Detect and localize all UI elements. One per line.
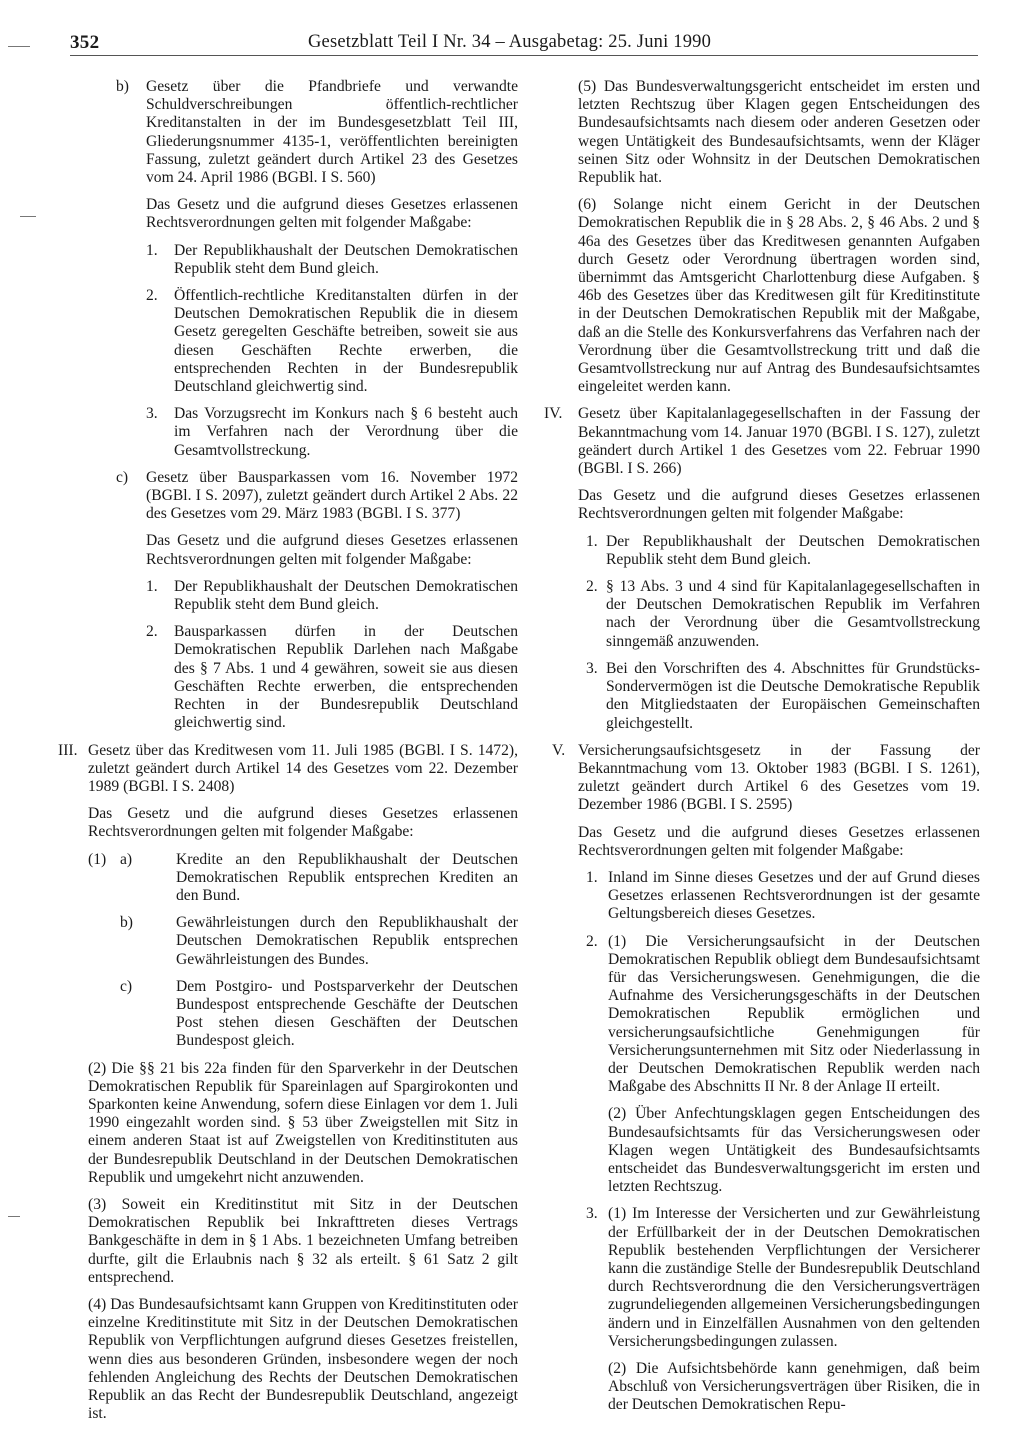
paragraph: Öffentlich-rechtliche Kreditanstalten dürfen in der Deutschen Demokratischen Republik die in diesem Gesetz geregelten Geschäfte betreiben, soweit sie aus diesen Geschäften Rechte erwerben, die entsprechenden Rechten in der Bundesrepublik Deutschland gleichwertig sind. bbox=[174, 287, 518, 396]
paragraph: Der Republikhaushalt der Deutschen Demokratischen Republik steht dem Bund gleich. bbox=[174, 241, 518, 277]
item-label: 1. bbox=[586, 868, 598, 886]
numbered-item bbox=[558, 533, 980, 569]
item-label: IV. bbox=[544, 405, 563, 423]
paragraph-block bbox=[88, 1296, 518, 1423]
item-label: 1. bbox=[146, 577, 158, 595]
paragraph-block bbox=[558, 1360, 980, 1415]
paragraph: Versicherungsaufsichtsgesetz in der Fassung der Bekanntmachung vom 13. Oktober 1983 (BGBl. I S. 1261), zuletzt geändert durch Artikel 6 des Gesetzes vom 19. Dezember 1986 (BGBl. I S. 2595) bbox=[578, 741, 980, 814]
paragraph-block bbox=[558, 196, 980, 396]
numbered-item bbox=[88, 578, 518, 614]
paragraph: Das Gesetz und die aufgrund dieses Gesetzes erlassenen Rechtsverordnungen gelten mit folgender Maßgabe: bbox=[578, 823, 980, 859]
section-b bbox=[88, 78, 518, 187]
item-label: 2. bbox=[586, 578, 598, 596]
numbered-item bbox=[88, 623, 518, 732]
item-label: 3. bbox=[586, 659, 598, 677]
paragraph: Das Gesetz und die aufgrund dieses Gesetzes erlassenen Rechtsverordnungen gelten mit folgender Maßgabe: bbox=[146, 196, 518, 232]
paragraph-block bbox=[558, 78, 980, 187]
item-label: V. bbox=[552, 741, 566, 759]
sub-item bbox=[88, 851, 518, 906]
item-label: 1. bbox=[146, 241, 158, 259]
item-sublabel: a) bbox=[120, 850, 133, 868]
item-sublabel: c) bbox=[120, 977, 133, 995]
item-label: (1) bbox=[88, 850, 107, 868]
paragraph: Das Vorzugsrecht im Konkurs nach § 6 besteht auch im Verfahren nach der Verordnung über die Gesamtvollstreckung. bbox=[174, 405, 518, 459]
paragraph: § 13 Abs. 3 und 4 sind für Kapitalanlagegesellschaften in der Deutschen Demokratischen Republik im Verfahren nach der Verordnung über die Gesamtvollstreckung sinngemäß anzuwenden. bbox=[606, 578, 980, 650]
paragraph: Gesetz über Kapitalanlagegesellschaften in der Fassung der Bekanntmachung vom 14. Januar 1970 (BGBl. I S. 127), zuletzt geändert durch Artikel 1 des Gesetzes vom 22. Februar 1990 (BGBl. I S. 266) bbox=[578, 405, 980, 478]
item-label: 2. bbox=[146, 287, 158, 305]
item-sublabel: b) bbox=[120, 914, 133, 932]
item-label: III. bbox=[58, 741, 78, 759]
paragraph: Das Gesetz und die aufgrund dieses Gesetzes erlassenen Rechtsverordnungen gelten mit folgender Maßgabe: bbox=[578, 487, 980, 523]
paragraph-block bbox=[88, 1060, 518, 1187]
section-V bbox=[552, 741, 980, 815]
paragraph: Der Republikhaushalt der Deutschen Demokratischen Republik steht dem Bund gleich. bbox=[174, 577, 518, 614]
left-column bbox=[58, 78, 518, 1432]
numbered-item bbox=[88, 242, 518, 278]
header-rule bbox=[70, 55, 978, 56]
paragraph: Inland im Sinne dieses Gesetzes und der auf Grund dieses Gesetzes erlassenen Rechtsverordnungen ist der gesamte Geltungsbereich dieses Gesetzes. bbox=[608, 868, 980, 923]
page-number: 352 bbox=[70, 32, 100, 53]
section-III bbox=[58, 742, 518, 797]
margin-mark bbox=[8, 1216, 20, 1217]
paragraph: (2) Über Anfechtungsklagen gegen Entscheidungen des Bundesaufsichtsamts für das Versicherungswesen oder Klagen wegen Untätigkeit des Bundesaufsichtsamts entscheidet das Bundesverwaltungsgericht im ersten und letzten Rechtszug. bbox=[608, 1105, 980, 1196]
sub-item bbox=[88, 978, 518, 1051]
paragraph-block bbox=[558, 1105, 980, 1196]
numbered-item bbox=[558, 869, 980, 924]
numbered-item bbox=[558, 578, 980, 651]
paragraph: Kredite an den Republikhaushalt der Deutschen Demokratischen Republik entsprechen Krediten an den Bund. bbox=[176, 850, 518, 904]
paragraph: (1) Die Versicherungsaufsicht in der Deutschen Demokratischen Republik obliegt dem Bundesaufsichtsamt für das Versicherungswesen. Genehmigungen, die die Aufnahme des Versicherungsgeschäfts in der Deutschen Demokratischen Republik ermöglichen und versicherungsaufsichtliche Genehmigungen für Versicherungsunternehmen mit Sitz oder Niederlassung in der Deutschen Demokratischen Republik werden nach Maßgabe des Abschnitts II Nr. 8 der Anlage II erteilt. bbox=[608, 932, 980, 1096]
paragraph: (2) Die §§ 21 bis 22a finden für den Sparverkehr in der Deutschen Demokratischen Republik für Spareinlagen auf Spargirokonten und Sparkonten keine Anwendung, sofern diese Einlagen vor dem 1. Juli 1990 eingezahlt worden sind. § 53 über Zweigstellen mit Sitz in einem anderen Staat ist auf Zweigstellen von Kreditinstituten aus der Bundesrepublik Deutschland in der Deutschen Demokratischen Republik und umgekehrt nicht anzuwenden. bbox=[88, 1059, 518, 1186]
paragraph: (1) Im Interesse der Versicherten und zur Gewährleistung der Erfüllbarkeit der in der Deutschen Demokratischen Republik bestehenden Verpflichtungen der Versicherer kann die zuständige Stelle der Bundesrepublik Deutschland durch Rechtsverordnung die den Versicherungsverträgen zugrundeliegenden allgemeinen Versicherungsbedingungen ändern und in Einzelfällen Ausnahmen von den geltenden Versicherungsbedingungen zulassen. bbox=[608, 1205, 980, 1350]
numbered-item bbox=[88, 405, 518, 460]
paragraph: Gesetz über das Kreditwesen vom 11. Juli 1985 (BGBl. I S. 1472), zuletzt geändert durch Artikel 14 des Gesetzes vom 22. Dezember 1989 (BGBl. I S. 2408) bbox=[88, 741, 518, 795]
paragraph: Bei den Vorschriften des 4. Abschnittes für Grundstücks-Sondervermögen ist die Deutsche Demokratische Republik den Mitgliedstaaten der Europäischen Gemeinschaften gleichgestellt. bbox=[606, 659, 980, 732]
item-label: 3. bbox=[146, 405, 158, 423]
item-label: 2. bbox=[146, 623, 158, 641]
paragraph: (4) Das Bundesaufsichtsamt kann Gruppen von Kreditinstituten oder einzelne Kreditinstitute mit Sitz in der Deutschen Demokratischen Republik von Verpflichtungen aufgrund dieses Gesetzes freistellen, wenn dies aus besonderen Gründen, insbesondere wegen der noch fehlenden Angleichung des Rechts der Deutschen Demokratischen Republik an das Recht der Bundesrepublik Deutschland, angezeigt ist. bbox=[88, 1295, 518, 1423]
paragraph: (5) Das Bundesverwaltungsgericht entscheidet im ersten und letzten Rechtszug über Klagen gegen Entscheidungen des Bundesaufsichtsamts nach diesem oder anderen Gesetzen oder wegen Untätigkeit des Bundesaufsichtsamts, wenn der Kläger seinen Sitz oder Wohnsitz in der Deutschen Demokratischen Republik hat. bbox=[578, 78, 980, 187]
paragraph-block bbox=[88, 805, 518, 841]
paragraph: Das Gesetz und die aufgrund dieses Gesetzes erlassenen Rechtsverordnungen gelten mit folgender Maßgabe: bbox=[88, 805, 518, 841]
item-label: b) bbox=[116, 78, 129, 95]
paragraph: Dem Postgiro- und Postsparverkehr der Deutschen Bundespost entsprechende Geschäfte der Deutschen Post stehen diesen Geschäften der Deutschen Bundespost gleich. bbox=[176, 977, 518, 1050]
item-label: 3. bbox=[586, 1205, 598, 1223]
section-c bbox=[88, 469, 518, 524]
paragraph: Gewährleistungen durch den Republikhaushalt der Deutschen Demokratischen Republik entsprechen Gewährleistungen des Bundes. bbox=[176, 914, 518, 968]
paragraph: Gesetz über die Pfandbriefe und verwandte Schuldverschreibungen öffentlich-rechtlicher Kreditanstalten in der im Bundesgesetzblatt Teil III, Gliederungsnummer 4135-1, veröffentlichten bereinigten Fassung, zuletzt geändert durch Artikel 23 des Gesetzes vom 24. April 1986 (BGBl. I S. 560) bbox=[146, 78, 518, 187]
numbered-item bbox=[558, 1205, 980, 1351]
paragraph-block bbox=[88, 196, 518, 232]
numbered-item bbox=[558, 660, 980, 733]
paragraph-block bbox=[558, 824, 980, 860]
margin-mark bbox=[8, 46, 30, 47]
paragraph: Bausparkassen dürfen in der Deutschen Demokratischen Republik Darlehen nach Maßgabe des § 7 Abs. 1 und 4 gewähren, soweit sie aus diesen Geschäften Rechte erwerben, die entsprechenden Rechten in der Bundesrepublik Deutschland gleichwertig sind. bbox=[174, 623, 518, 732]
gazette-header-title: Gesetzblatt Teil I Nr. 34 – Ausgabetag: 25. Juni 1990 bbox=[308, 32, 712, 52]
paragraph: Der Republikhaushalt der Deutschen Demokratischen Republik steht dem Bund gleich. bbox=[606, 532, 980, 568]
paragraph-block bbox=[88, 1196, 518, 1287]
numbered-item bbox=[88, 287, 518, 396]
numbered-item bbox=[558, 933, 980, 1097]
paragraph: Das Gesetz und die aufgrund dieses Gesetzes erlassenen Rechtsverordnungen gelten mit folgender Maßgabe: bbox=[146, 532, 518, 568]
paragraph-block bbox=[558, 487, 980, 523]
paragraph: (3) Soweit ein Kreditinstitut mit Sitz in der Deutschen Demokratischen Republik bei Inkrafttreten dieses Vertrags Bankgeschäfte in dem in § 1 Abs. 1 bezeichneten Umfang betreiben durfte, gilt die Erlaubnis nach § 32 als erteilt. § 61 Satz 2 gilt entsprechend. bbox=[88, 1195, 518, 1286]
margin-mark bbox=[20, 216, 36, 217]
paragraph: (2) Die Aufsichtsbehörde kann genehmigen, daß beim Abschluß von Versicherungsverträgen über Risiken, die in der Deutschen Demokratischen Repu- bbox=[608, 1360, 980, 1414]
paragraph: Gesetz über Bausparkassen vom 16. November 1972 (BGBl. I S. 2097), zuletzt geändert durch Artikel 2 Abs. 22 des Gesetzes vom 29. März 1983 (BGBl. I S. 377) bbox=[146, 468, 518, 523]
right-column bbox=[544, 78, 980, 1424]
item-label: 2. bbox=[586, 932, 598, 950]
item-label: 1. bbox=[586, 532, 598, 550]
paragraph: (6) Solange nicht einem Gericht in der Deutschen Demokratischen Republik die in § 28 Abs. 2, § 46 Abs. 2 und § 46a des Gesetzes über das Kreditwesen genannten Aufgaben durch Gesetz oder Verordnung übertragen worden sind, übernimmt das Amtsgericht Charlottenburg diese Aufgaben. § 46b des Gesetzes über das Kreditwesen gilt für Kreditinstitute in der Deutschen Demokratischen Republik mit der Maßgabe, daß an die Stelle des Konkursverfahrens das Verfahren nach der Verordnung über die Gesamtvollstreckung tritt und daß die Gesamtvollstreckung nur auf Antrag des Bundesaufsichtsamtes eingeleitet werden kann. bbox=[578, 196, 980, 396]
sub-item bbox=[88, 914, 518, 969]
item-label: c) bbox=[116, 468, 129, 486]
paragraph-block bbox=[88, 532, 518, 568]
section-IV bbox=[544, 405, 980, 478]
